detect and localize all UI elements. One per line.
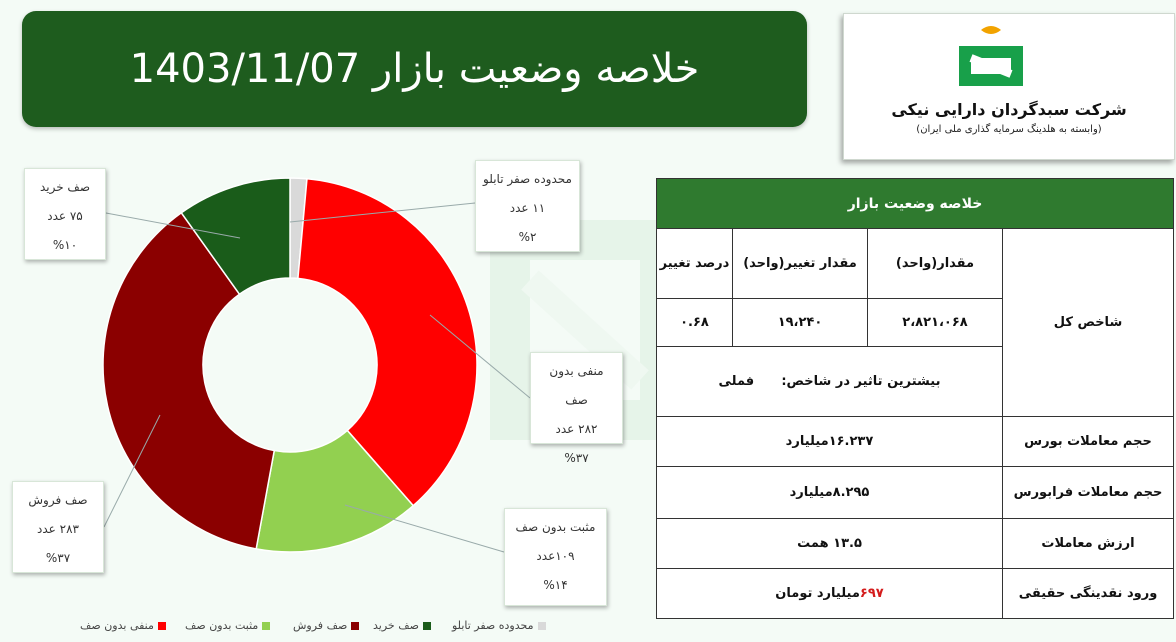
callout-label: منفی بدون صف [549, 364, 604, 407]
legend-label: مثبت بدون صف [185, 619, 259, 632]
callout-percent: %۲ [518, 230, 537, 244]
row-label: حجم معاملات بورس [1003, 417, 1174, 467]
legend-swatch [262, 622, 270, 630]
legend-item-buy-queue [373, 619, 431, 632]
index-value: ۲،۸۲۱،۰۶۸ [868, 299, 1003, 347]
liquidity-value [657, 569, 1003, 619]
legend-item-positive [185, 619, 270, 632]
legend-swatch [423, 622, 431, 630]
impact-label: بیشترین تاثیر در شاخص: [781, 374, 941, 389]
row-label: حجم معاملات فرابورس [1003, 467, 1174, 519]
legend-item-zero-range [452, 619, 546, 632]
company-logo-icon [941, 24, 1041, 94]
legend-label: محدوده صفر تابلو [452, 619, 534, 632]
callout-count: ۲۸۲ عدد [555, 422, 598, 436]
legend-item-negative [80, 619, 166, 632]
legend-swatch [538, 622, 546, 630]
col-header-change-pct: درصد تغییر [657, 229, 733, 299]
index-change: ۱۹،۲۴۰ [733, 299, 868, 347]
row-value: ۱۶.۲۳۷میلیارد [657, 417, 1003, 467]
callout-count: ۷۵ عدد [47, 209, 83, 223]
liquidity-label: ورود نقدینگی حقیقی [1003, 569, 1174, 619]
liquidity-number: ۶۹۷ [859, 586, 884, 601]
callout-positive [504, 508, 607, 606]
callout-count: ۱۱ عدد [509, 201, 546, 215]
col-header-change: مقدار تغییر(واحد) [733, 229, 868, 299]
callout-percent: %۳۷ [564, 451, 589, 465]
index-label: شاخص کل [1003, 229, 1174, 417]
legend-label: صف فروش [293, 619, 348, 632]
index-change-pct: ۰.۶۸ [657, 299, 733, 347]
page-title: خلاصه وضعیت بازار 1403/11/07 [129, 46, 700, 92]
callout-zero-range [475, 160, 580, 252]
callout-sell-queue [12, 481, 104, 573]
row-value: ۱۳.۵ همت [657, 519, 1003, 569]
callout-label: صف فروش [28, 493, 88, 507]
company-name: شرکت سبدگردان دارایی نیکی [891, 100, 1127, 119]
callout-label: محدوده صفر تابلو [483, 172, 572, 186]
row-label: ارزش معاملات [1003, 519, 1174, 569]
callout-label: صف خرید [39, 180, 91, 194]
company-subtitle: (وابسته به هلدینگ سرمایه گذاری ملی ایران) [916, 124, 1102, 135]
liquidity-unit: میلیارد تومان [775, 586, 860, 601]
legend-swatch [158, 622, 166, 630]
row-value: ۸.۲۹۵میلیارد [657, 467, 1003, 519]
company-logo-box [843, 13, 1175, 160]
callout-percent: %۱۰ [52, 238, 78, 252]
market-summary-table [656, 178, 1174, 619]
table-title: خلاصه وضعیت بازار [657, 179, 1174, 229]
callout-count: ۱۰۹عدد [536, 549, 575, 563]
callout-negative [530, 352, 623, 465]
impact-cell [657, 347, 1003, 417]
callout-count: ۲۸۳ عدد [37, 522, 79, 536]
callout-label: مثبت بدون صف [515, 520, 596, 534]
legend-label: صف خرید [373, 619, 419, 632]
callout-percent: %۳۷ [45, 551, 71, 565]
legend-swatch [351, 622, 359, 630]
legend-label: منفی بدون صف [80, 619, 154, 632]
callout-buy-queue [24, 168, 106, 260]
impact-value: فملی [718, 374, 755, 389]
legend-item-sell-queue [293, 619, 359, 632]
callout-percent: %۱۴ [543, 578, 568, 592]
col-header-value: مقدار(واحد) [868, 229, 1003, 299]
